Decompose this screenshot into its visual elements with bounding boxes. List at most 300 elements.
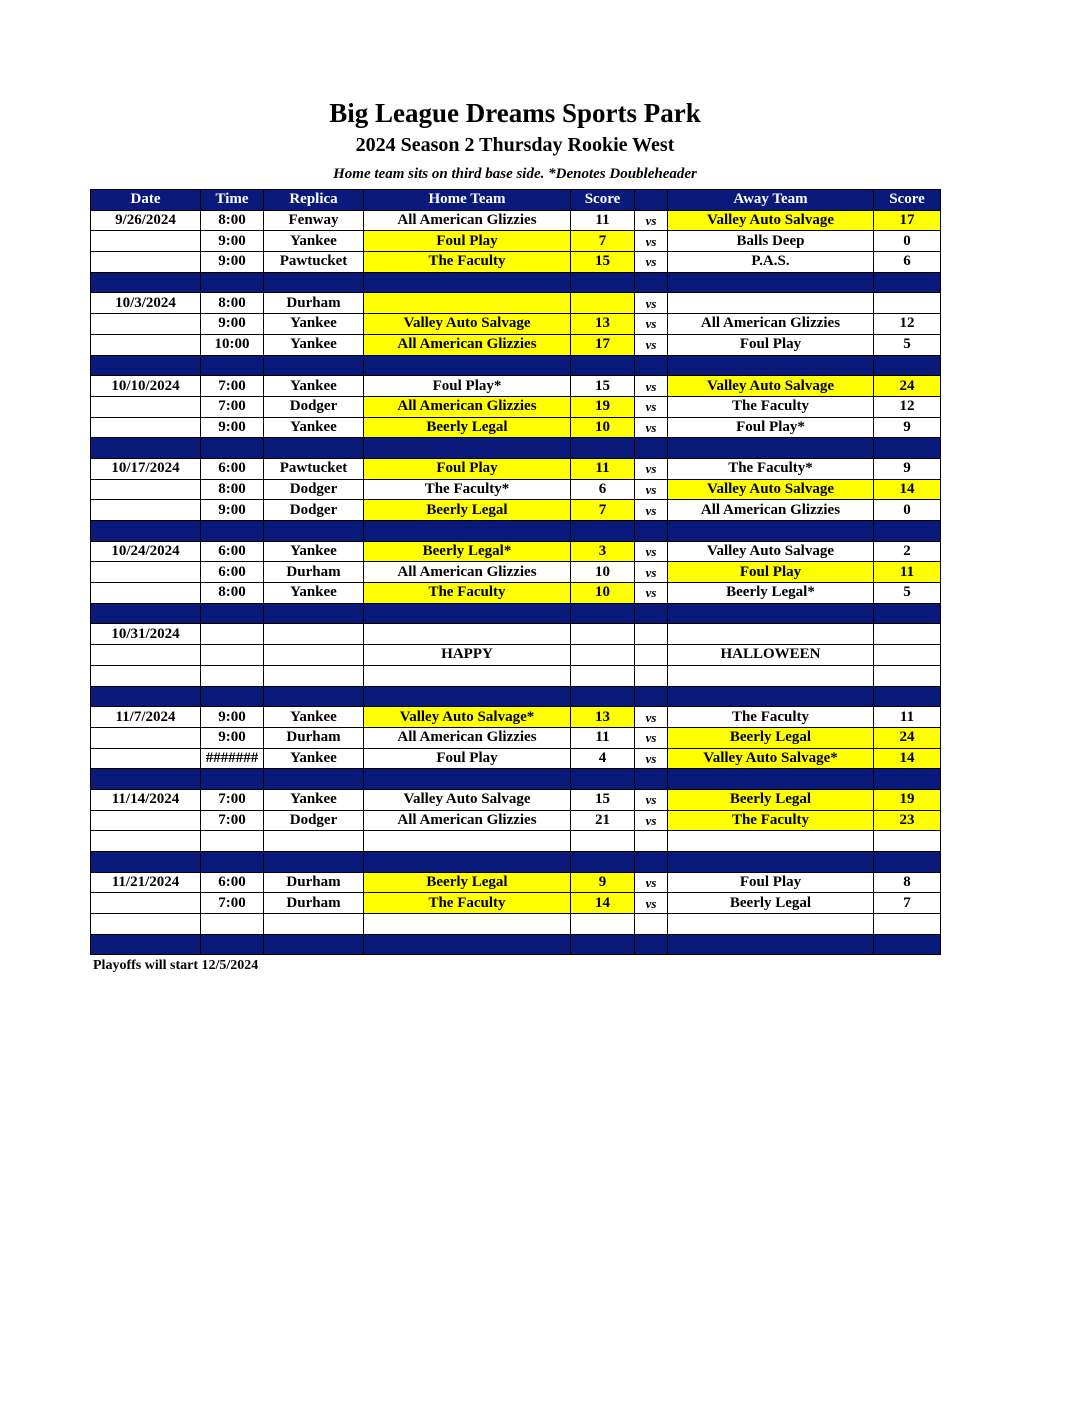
replica-cell: Yankee	[264, 748, 364, 769]
replica-cell: Yankee	[264, 583, 364, 604]
time-cell: 6:00	[201, 541, 264, 562]
home-score-cell: 3	[571, 541, 635, 562]
home-team-cell: All American Glizzies	[364, 396, 571, 417]
away-score-cell: 9	[874, 458, 941, 479]
date-cell	[91, 231, 201, 252]
home-team-cell: Foul Play*	[364, 376, 571, 397]
vs-cell: vs	[635, 458, 668, 479]
separator-cell	[874, 852, 941, 873]
away-team-cell: Foul Play	[668, 562, 874, 583]
game-row	[91, 314, 941, 335]
separator-cell	[635, 438, 668, 459]
away-score-cell: 11	[874, 707, 941, 728]
separator-cell	[264, 686, 364, 707]
replica-cell	[264, 624, 364, 645]
home-score-cell: 4	[571, 748, 635, 769]
time-cell: 8:00	[201, 293, 264, 314]
time-cell: 9:00	[201, 707, 264, 728]
separator-row	[91, 603, 941, 624]
away-team-cell: Valley Auto Salvage	[668, 376, 874, 397]
col-header-home-score: Score	[571, 190, 635, 211]
home-score-cell: 7	[571, 231, 635, 252]
separator-cell	[91, 934, 201, 955]
separator-cell	[91, 852, 201, 873]
away-team-cell	[668, 665, 874, 686]
separator-cell	[364, 272, 571, 293]
home-team-cell: Foul Play	[364, 231, 571, 252]
time-cell: 6:00	[201, 562, 264, 583]
game-row	[91, 645, 941, 666]
vs-cell: vs	[635, 872, 668, 893]
replica-cell: Durham	[264, 872, 364, 893]
separator-cell	[668, 438, 874, 459]
separator-cell	[668, 272, 874, 293]
date-cell: 10/31/2024	[91, 624, 201, 645]
vs-cell: vs	[635, 231, 668, 252]
game-row	[91, 396, 941, 417]
separator-cell	[874, 272, 941, 293]
separator-cell	[874, 934, 941, 955]
time-cell: 9:00	[201, 314, 264, 335]
separator-cell	[364, 769, 571, 790]
separator-cell	[91, 521, 201, 542]
separator-cell	[668, 686, 874, 707]
home-score-cell: 13	[571, 707, 635, 728]
home-team-cell: HAPPY	[364, 645, 571, 666]
home-score-cell	[571, 831, 635, 852]
separator-cell	[264, 934, 364, 955]
replica-cell: Pawtucket	[264, 252, 364, 273]
col-header-home-team: Home Team	[364, 190, 571, 211]
vs-cell: vs	[635, 810, 668, 831]
home-score-cell: 10	[571, 417, 635, 438]
game-row	[91, 727, 941, 748]
away-score-cell: 9	[874, 417, 941, 438]
separator-row	[91, 272, 941, 293]
replica-cell: Durham	[264, 562, 364, 583]
home-team-cell: The Faculty	[364, 583, 571, 604]
separator-cell	[571, 272, 635, 293]
col-header-vs	[635, 190, 668, 211]
separator-cell	[874, 686, 941, 707]
replica-cell	[264, 831, 364, 852]
home-score-cell: 10	[571, 583, 635, 604]
time-cell: 6:00	[201, 872, 264, 893]
home-score-cell	[571, 665, 635, 686]
separator-cell	[264, 438, 364, 459]
header-row	[91, 190, 941, 211]
replica-cell: Yankee	[264, 314, 364, 335]
away-score-cell: 14	[874, 748, 941, 769]
away-team-cell: The Faculty	[668, 810, 874, 831]
home-team-cell: Valley Auto Salvage*	[364, 707, 571, 728]
away-team-cell	[668, 831, 874, 852]
date-cell	[91, 417, 201, 438]
away-score-cell: 14	[874, 479, 941, 500]
time-cell: 8:00	[201, 583, 264, 604]
separator-cell	[668, 769, 874, 790]
time-cell: 7:00	[201, 893, 264, 914]
home-score-cell: 19	[571, 396, 635, 417]
replica-cell: Dodger	[264, 810, 364, 831]
game-row	[91, 831, 941, 852]
time-cell: #######	[201, 748, 264, 769]
home-score-cell: 21	[571, 810, 635, 831]
time-cell: 8:00	[201, 210, 264, 231]
away-score-cell: 2	[874, 541, 941, 562]
separator-cell	[874, 355, 941, 376]
game-row	[91, 583, 941, 604]
page-subtitle: 2024 Season 2 Thursday Rookie West	[355, 134, 675, 156]
date-cell	[91, 831, 201, 852]
away-team-cell	[668, 914, 874, 935]
away-score-cell: 5	[874, 583, 941, 604]
game-row	[91, 748, 941, 769]
time-cell: 6:00	[201, 458, 264, 479]
date-cell	[91, 500, 201, 521]
home-score-cell: 14	[571, 893, 635, 914]
home-team-cell	[364, 293, 571, 314]
replica-cell: Yankee	[264, 334, 364, 355]
separator-cell	[364, 934, 571, 955]
replica-cell: Dodger	[264, 500, 364, 521]
vs-cell	[635, 914, 668, 935]
away-team-cell: Foul Play*	[668, 417, 874, 438]
away-score-cell: 12	[874, 396, 941, 417]
away-score-cell: 0	[874, 500, 941, 521]
date-cell: 10/17/2024	[91, 458, 201, 479]
game-row	[91, 376, 941, 397]
separator-cell	[201, 272, 264, 293]
separator-cell	[571, 355, 635, 376]
date-cell	[91, 748, 201, 769]
replica-cell: Dodger	[264, 479, 364, 500]
separator-cell	[874, 603, 941, 624]
vs-cell	[635, 645, 668, 666]
separator-cell	[201, 852, 264, 873]
separator-row	[91, 686, 941, 707]
home-score-cell: 6	[571, 479, 635, 500]
replica-cell: Yankee	[264, 231, 364, 252]
separator-cell	[635, 934, 668, 955]
col-header-replica: Replica	[264, 190, 364, 211]
separator-cell	[874, 521, 941, 542]
time-cell: 9:00	[201, 252, 264, 273]
game-row	[91, 479, 941, 500]
game-row	[91, 252, 941, 273]
date-cell	[91, 914, 201, 935]
home-score-cell	[571, 645, 635, 666]
away-score-cell	[874, 831, 941, 852]
away-team-cell: Beerly Legal	[668, 789, 874, 810]
separator-cell	[571, 603, 635, 624]
separator-row	[91, 934, 941, 955]
separator-cell	[571, 686, 635, 707]
separator-cell	[668, 521, 874, 542]
separator-cell	[571, 769, 635, 790]
home-team-cell: Valley Auto Salvage	[364, 314, 571, 335]
date-cell	[91, 396, 201, 417]
away-team-cell: Valley Auto Salvage	[668, 541, 874, 562]
separator-cell	[264, 603, 364, 624]
home-score-cell: 11	[571, 210, 635, 231]
date-cell	[91, 645, 201, 666]
home-score-cell: 11	[571, 727, 635, 748]
vs-cell: vs	[635, 396, 668, 417]
separator-cell	[635, 769, 668, 790]
time-cell: 10:00	[201, 334, 264, 355]
replica-cell: Yankee	[264, 541, 364, 562]
home-team-cell: The Faculty	[364, 893, 571, 914]
home-score-cell: 10	[571, 562, 635, 583]
separator-cell	[91, 355, 201, 376]
away-score-cell: 12	[874, 314, 941, 335]
game-row	[91, 210, 941, 231]
separator-cell	[571, 521, 635, 542]
separator-cell	[264, 521, 364, 542]
vs-cell: vs	[635, 748, 668, 769]
time-cell: 7:00	[201, 376, 264, 397]
date-cell: 9/26/2024	[91, 210, 201, 231]
replica-cell: Durham	[264, 893, 364, 914]
time-cell	[201, 624, 264, 645]
replica-cell: Dodger	[264, 396, 364, 417]
separator-cell	[364, 438, 571, 459]
time-cell: 8:00	[201, 479, 264, 500]
replica-cell: Durham	[264, 727, 364, 748]
game-row	[91, 500, 941, 521]
away-team-cell: Beerly Legal	[668, 893, 874, 914]
away-team-cell: All American Glizzies	[668, 500, 874, 521]
away-team-cell: Balls Deep	[668, 231, 874, 252]
replica-cell	[264, 665, 364, 686]
home-score-cell	[571, 293, 635, 314]
date-cell	[91, 314, 201, 335]
vs-cell: vs	[635, 376, 668, 397]
home-score-cell: 15	[571, 789, 635, 810]
separator-cell	[364, 686, 571, 707]
page-title: Big League Dreams Sports Park	[329, 98, 701, 128]
separator-cell	[264, 272, 364, 293]
vs-cell: vs	[635, 210, 668, 231]
away-score-cell: 6	[874, 252, 941, 273]
home-team-cell: Valley Auto Salvage	[364, 789, 571, 810]
game-row	[91, 707, 941, 728]
replica-cell: Yankee	[264, 789, 364, 810]
separator-cell	[201, 769, 264, 790]
replica-cell: Durham	[264, 293, 364, 314]
away-team-cell: P.A.S.	[668, 252, 874, 273]
separator-cell	[201, 355, 264, 376]
away-score-cell	[874, 645, 941, 666]
schedule-table	[90, 189, 941, 955]
vs-cell: vs	[635, 252, 668, 273]
date-cell: 10/3/2024	[91, 293, 201, 314]
separator-row	[91, 852, 941, 873]
time-cell: 7:00	[201, 810, 264, 831]
away-team-cell: Valley Auto Salvage	[668, 479, 874, 500]
game-row	[91, 293, 941, 314]
away-team-cell: The Faculty	[668, 396, 874, 417]
separator-cell	[91, 272, 201, 293]
vs-cell: vs	[635, 417, 668, 438]
date-cell	[91, 479, 201, 500]
time-cell	[201, 914, 264, 935]
game-row	[91, 541, 941, 562]
replica-cell	[264, 645, 364, 666]
separator-cell	[364, 521, 571, 542]
doubleheader-note: Home team sits on third base side. *Denotes Doubleheader	[333, 166, 697, 182]
game-row	[91, 334, 941, 355]
replica-cell	[264, 914, 364, 935]
home-score-cell: 7	[571, 500, 635, 521]
home-score-cell	[571, 624, 635, 645]
vs-cell: vs	[635, 789, 668, 810]
date-cell	[91, 583, 201, 604]
separator-row	[91, 521, 941, 542]
col-header-date: Date	[91, 190, 201, 211]
separator-cell	[668, 603, 874, 624]
separator-cell	[364, 603, 571, 624]
vs-cell: vs	[635, 893, 668, 914]
separator-cell	[874, 438, 941, 459]
time-cell: 9:00	[201, 231, 264, 252]
game-row	[91, 872, 941, 893]
vs-cell: vs	[635, 541, 668, 562]
game-row	[91, 893, 941, 914]
away-score-cell: 0	[874, 231, 941, 252]
vs-cell: vs	[635, 314, 668, 335]
date-cell	[91, 562, 201, 583]
away-score-cell: 11	[874, 562, 941, 583]
away-team-cell: Beerly Legal*	[668, 583, 874, 604]
separator-cell	[874, 769, 941, 790]
home-team-cell	[364, 831, 571, 852]
home-score-cell: 9	[571, 872, 635, 893]
playoffs-note: Playoffs will start 12/5/2024	[93, 958, 259, 973]
separator-cell	[635, 686, 668, 707]
away-score-cell	[874, 665, 941, 686]
away-score-cell: 7	[874, 893, 941, 914]
home-team-cell: Beerly Legal*	[364, 541, 571, 562]
date-cell: 11/14/2024	[91, 789, 201, 810]
separator-cell	[201, 521, 264, 542]
game-row	[91, 665, 941, 686]
separator-cell	[635, 603, 668, 624]
separator-row	[91, 769, 941, 790]
vs-cell	[635, 665, 668, 686]
away-team-cell: The Faculty*	[668, 458, 874, 479]
separator-cell	[668, 934, 874, 955]
home-score-cell: 13	[571, 314, 635, 335]
home-team-cell	[364, 624, 571, 645]
separator-cell	[635, 852, 668, 873]
separator-cell	[635, 272, 668, 293]
separator-cell	[91, 438, 201, 459]
col-header-away-score: Score	[874, 190, 941, 211]
separator-cell	[264, 769, 364, 790]
away-score-cell	[874, 914, 941, 935]
separator-cell	[571, 934, 635, 955]
separator-cell	[668, 355, 874, 376]
separator-row	[91, 355, 941, 376]
date-cell: 10/10/2024	[91, 376, 201, 397]
time-cell	[201, 645, 264, 666]
away-team-cell: Foul Play	[668, 334, 874, 355]
home-team-cell: All American Glizzies	[364, 727, 571, 748]
away-score-cell: 17	[874, 210, 941, 231]
separator-cell	[201, 438, 264, 459]
vs-cell: vs	[635, 500, 668, 521]
game-row	[91, 231, 941, 252]
home-team-cell: All American Glizzies	[364, 562, 571, 583]
game-row	[91, 789, 941, 810]
home-team-cell	[364, 665, 571, 686]
time-cell: 9:00	[201, 727, 264, 748]
home-score-cell: 15	[571, 376, 635, 397]
away-score-cell	[874, 624, 941, 645]
home-team-cell: The Faculty	[364, 252, 571, 273]
away-team-cell: The Faculty	[668, 707, 874, 728]
separator-cell	[201, 934, 264, 955]
replica-cell: Yankee	[264, 707, 364, 728]
vs-cell: vs	[635, 562, 668, 583]
col-header-time: Time	[201, 190, 264, 211]
home-team-cell: Beerly Legal	[364, 872, 571, 893]
away-team-cell: All American Glizzies	[668, 314, 874, 335]
vs-cell: vs	[635, 293, 668, 314]
separator-cell	[91, 686, 201, 707]
vs-cell: vs	[635, 334, 668, 355]
date-cell	[91, 893, 201, 914]
home-team-cell: Beerly Legal	[364, 500, 571, 521]
game-row	[91, 417, 941, 438]
away-score-cell: 24	[874, 727, 941, 748]
away-team-cell: Foul Play	[668, 872, 874, 893]
time-cell: 9:00	[201, 500, 264, 521]
away-team-cell: Valley Auto Salvage*	[668, 748, 874, 769]
date-cell: 11/21/2024	[91, 872, 201, 893]
replica-cell: Yankee	[264, 376, 364, 397]
separator-cell	[91, 603, 201, 624]
col-header-away-team: Away Team	[668, 190, 874, 211]
away-score-cell	[874, 293, 941, 314]
away-score-cell: 24	[874, 376, 941, 397]
schedule-body	[91, 210, 941, 955]
time-cell: 7:00	[201, 396, 264, 417]
replica-cell: Pawtucket	[264, 458, 364, 479]
away-team-cell	[668, 624, 874, 645]
home-team-cell	[364, 914, 571, 935]
separator-row	[91, 438, 941, 459]
game-row	[91, 810, 941, 831]
replica-cell: Fenway	[264, 210, 364, 231]
separator-cell	[201, 603, 264, 624]
replica-cell: Yankee	[264, 417, 364, 438]
home-team-cell: All American Glizzies	[364, 810, 571, 831]
date-cell: 10/24/2024	[91, 541, 201, 562]
date-cell	[91, 810, 201, 831]
away-score-cell: 19	[874, 789, 941, 810]
home-team-cell: Foul Play	[364, 458, 571, 479]
home-team-cell: All American Glizzies	[364, 210, 571, 231]
separator-cell	[91, 769, 201, 790]
date-cell	[91, 252, 201, 273]
away-team-cell: Beerly Legal	[668, 727, 874, 748]
away-team-cell: HALLOWEEN	[668, 645, 874, 666]
date-cell: 11/7/2024	[91, 707, 201, 728]
separator-cell	[201, 686, 264, 707]
